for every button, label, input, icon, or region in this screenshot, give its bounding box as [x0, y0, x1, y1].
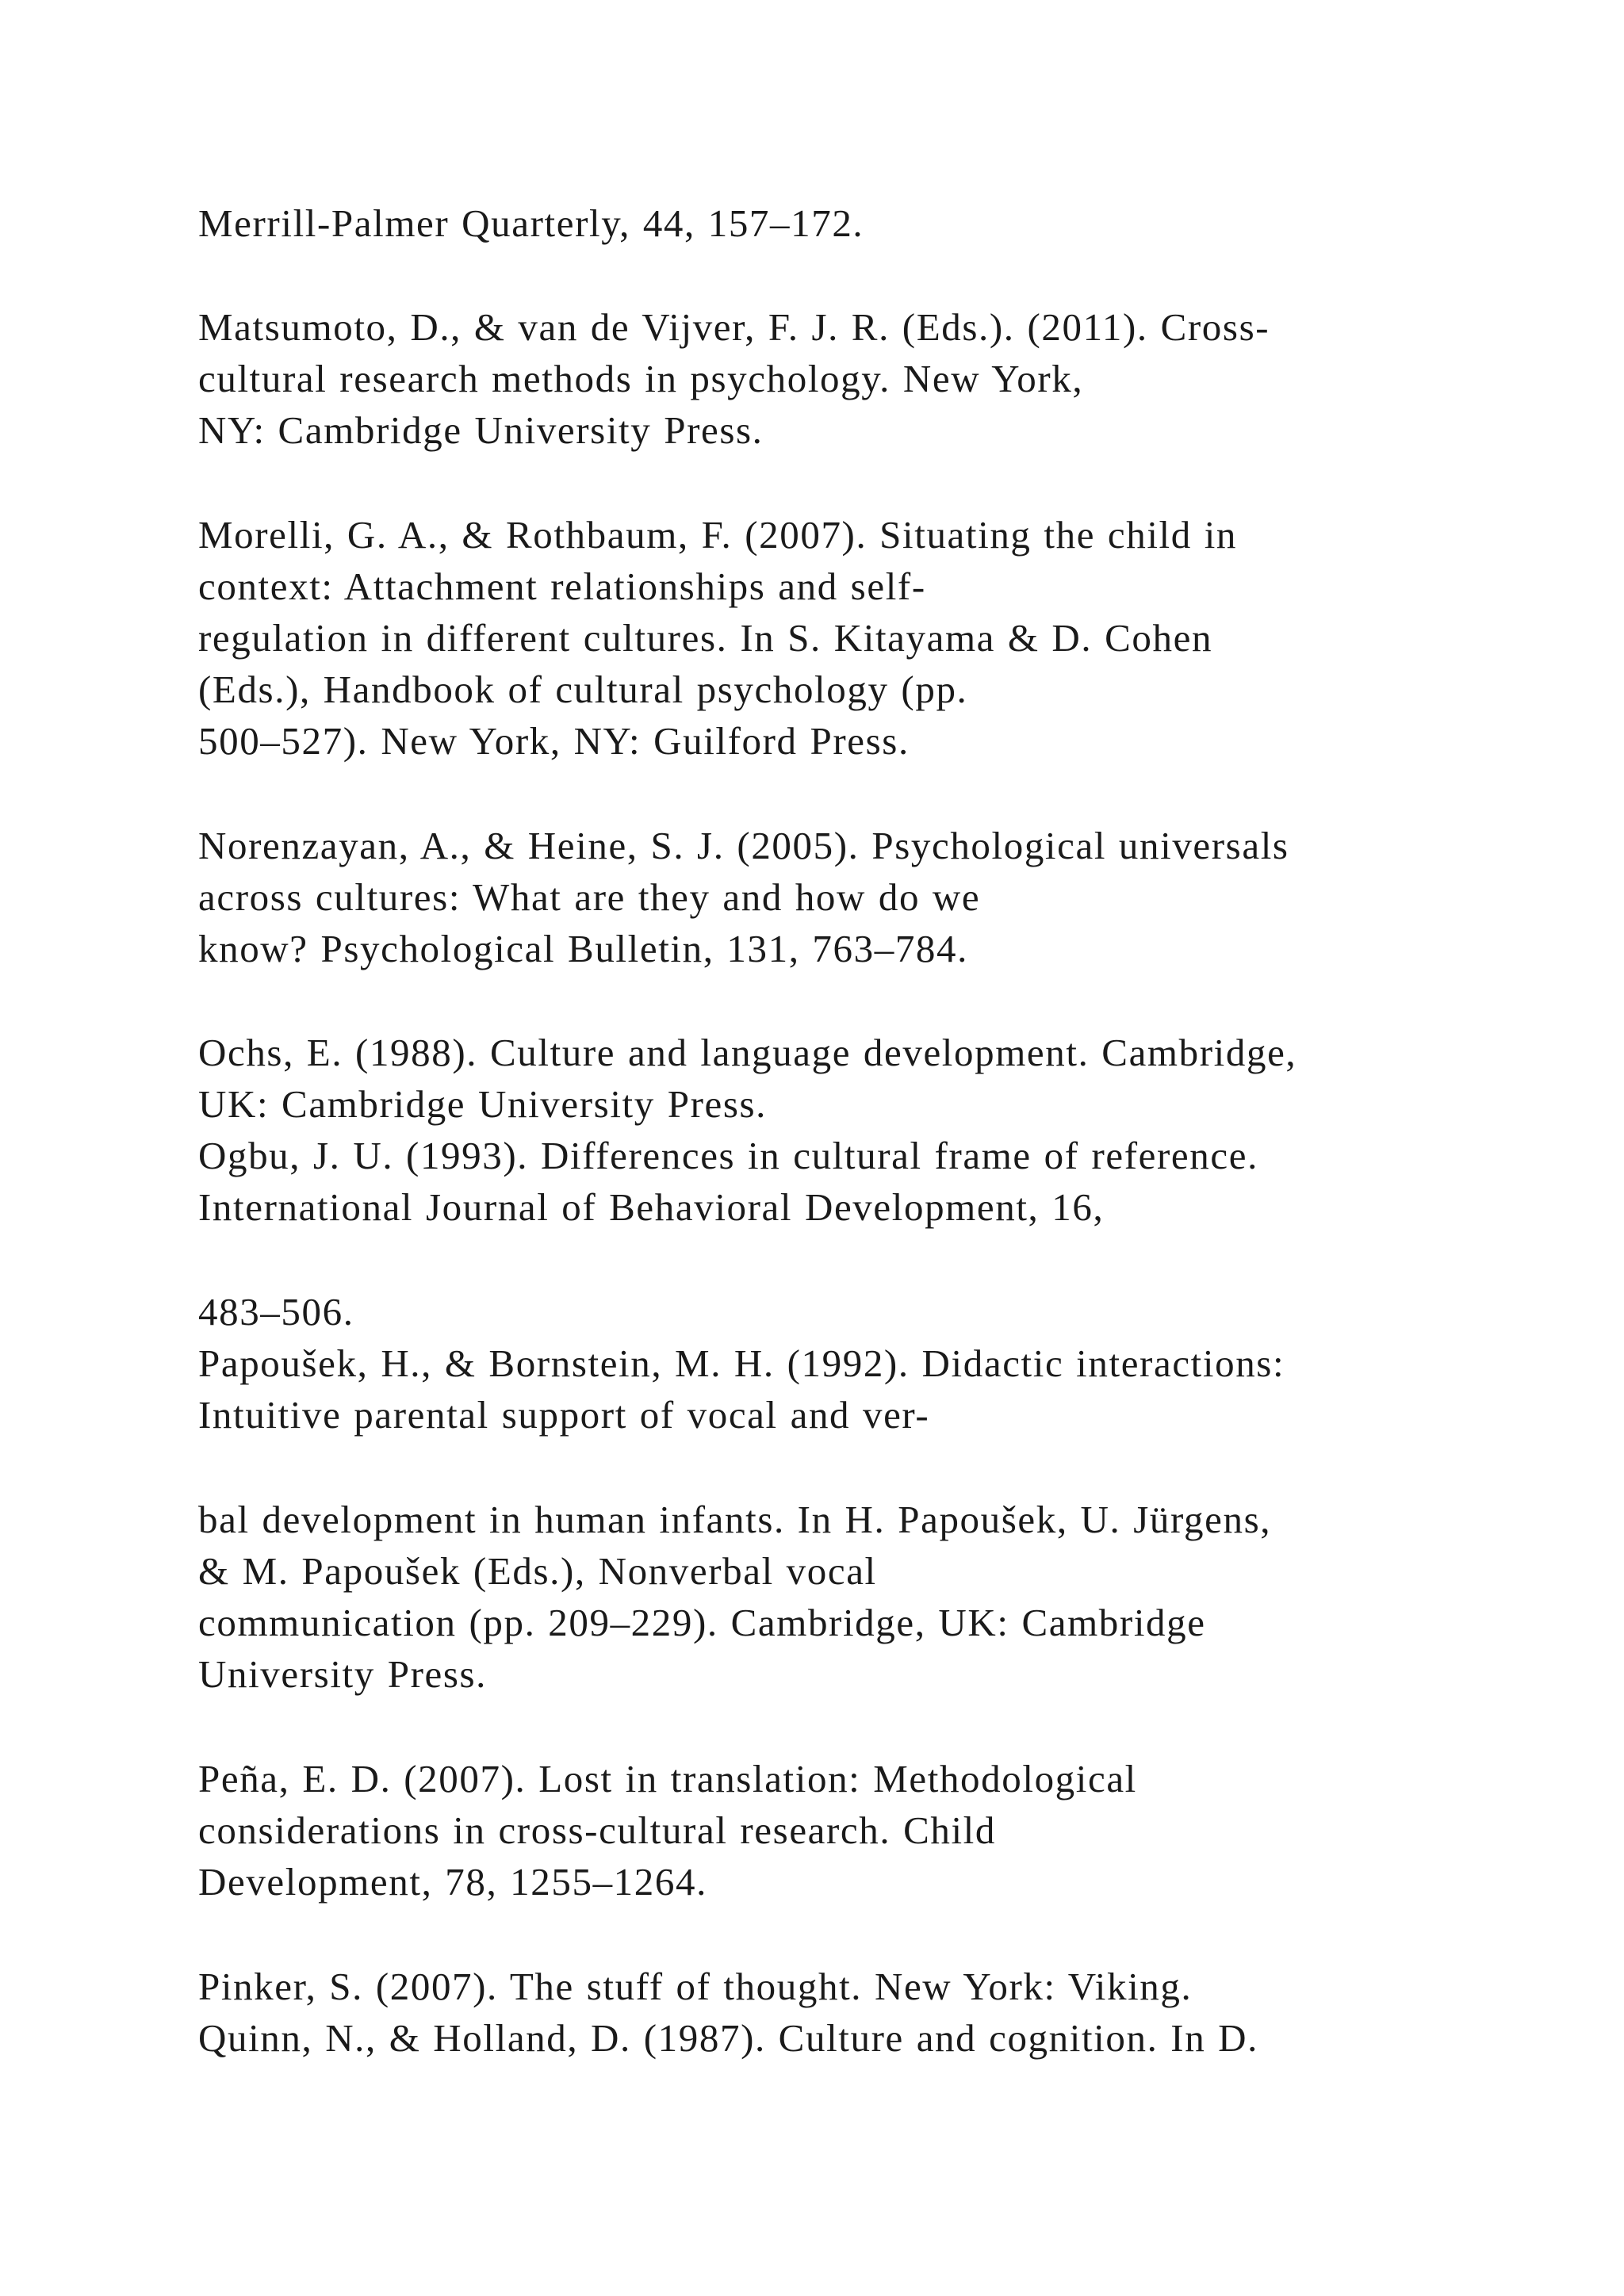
text-line: bal development in human infants. In H. Papoušek, U. Jürgens, — [198, 1498, 1272, 1541]
text-line: University Press. — [198, 1652, 488, 1696]
text-line: Morelli, G. A., & Rothbaum, F. (2007). Situating the child in — [198, 513, 1238, 557]
text-line: Pinker, S. (2007). The stuff of thought. New York: Viking. — [198, 1965, 1193, 2008]
text-line: considerations in cross-cultural research. Child — [198, 1808, 996, 1852]
text-line: Intuitive parental support of vocal and ver- — [198, 1393, 930, 1437]
text-line: context: Attachment relationships and self- — [198, 564, 926, 608]
text-line: Matsumoto, D., & van de Vijver, F. J. R. (Eds.). (2011). Cross- — [198, 305, 1270, 349]
text-line: across cultures: What are they and how do we — [198, 875, 981, 919]
text-line: cultural research methods in psychology. New York, — [198, 357, 1084, 400]
text-line: 500–527). New York, NY: Guilford Press. — [198, 719, 910, 763]
text-line: regulation in different cultures. In S. Kitayama & D. Cohen — [198, 616, 1213, 660]
text-line: Ogbu, J. U. (1993). Differences in cultural frame of reference. — [198, 1134, 1258, 1177]
text-line: 483–506. — [198, 1290, 354, 1334]
text-line: know? Psychological Bulletin, 131, 763–784. — [198, 927, 968, 970]
text-line: (Eds.), Handbook of cultural psychology (pp. — [198, 668, 968, 711]
text-line: Papoušek, H., & Bornstein, M. H. (1992). Didactic interactions: — [198, 1341, 1285, 1385]
text-line: Norenzayan, A., & Heine, S. J. (2005). Psychological universals — [198, 824, 1289, 867]
text-line: International Journal of Behavioral Development, 16, — [198, 1185, 1105, 1229]
text-line: & M. Papoušek (Eds.), Nonverbal vocal — [198, 1549, 877, 1593]
text-line: Ochs, E. (1988). Culture and language development. Cambridge, — [198, 1031, 1297, 1074]
text-line: Merrill-Palmer Quarterly, 44, 157–172. — [198, 201, 864, 245]
text-line: Peña, E. D. (2007). Lost in translation: Methodological — [198, 1757, 1137, 1800]
text-line: Development, 78, 1255–1264. — [198, 1860, 707, 1904]
text-line: NY: Cambridge University Press. — [198, 408, 764, 452]
text-line: UK: Cambridge University Press. — [198, 1082, 768, 1126]
text-line: Quinn, N., & Holland, D. (1987). Culture and cognition. In D. — [198, 2016, 1259, 2060]
text-line: communication (pp. 209–229). Cambridge, UK: Cambridge — [198, 1601, 1206, 1644]
